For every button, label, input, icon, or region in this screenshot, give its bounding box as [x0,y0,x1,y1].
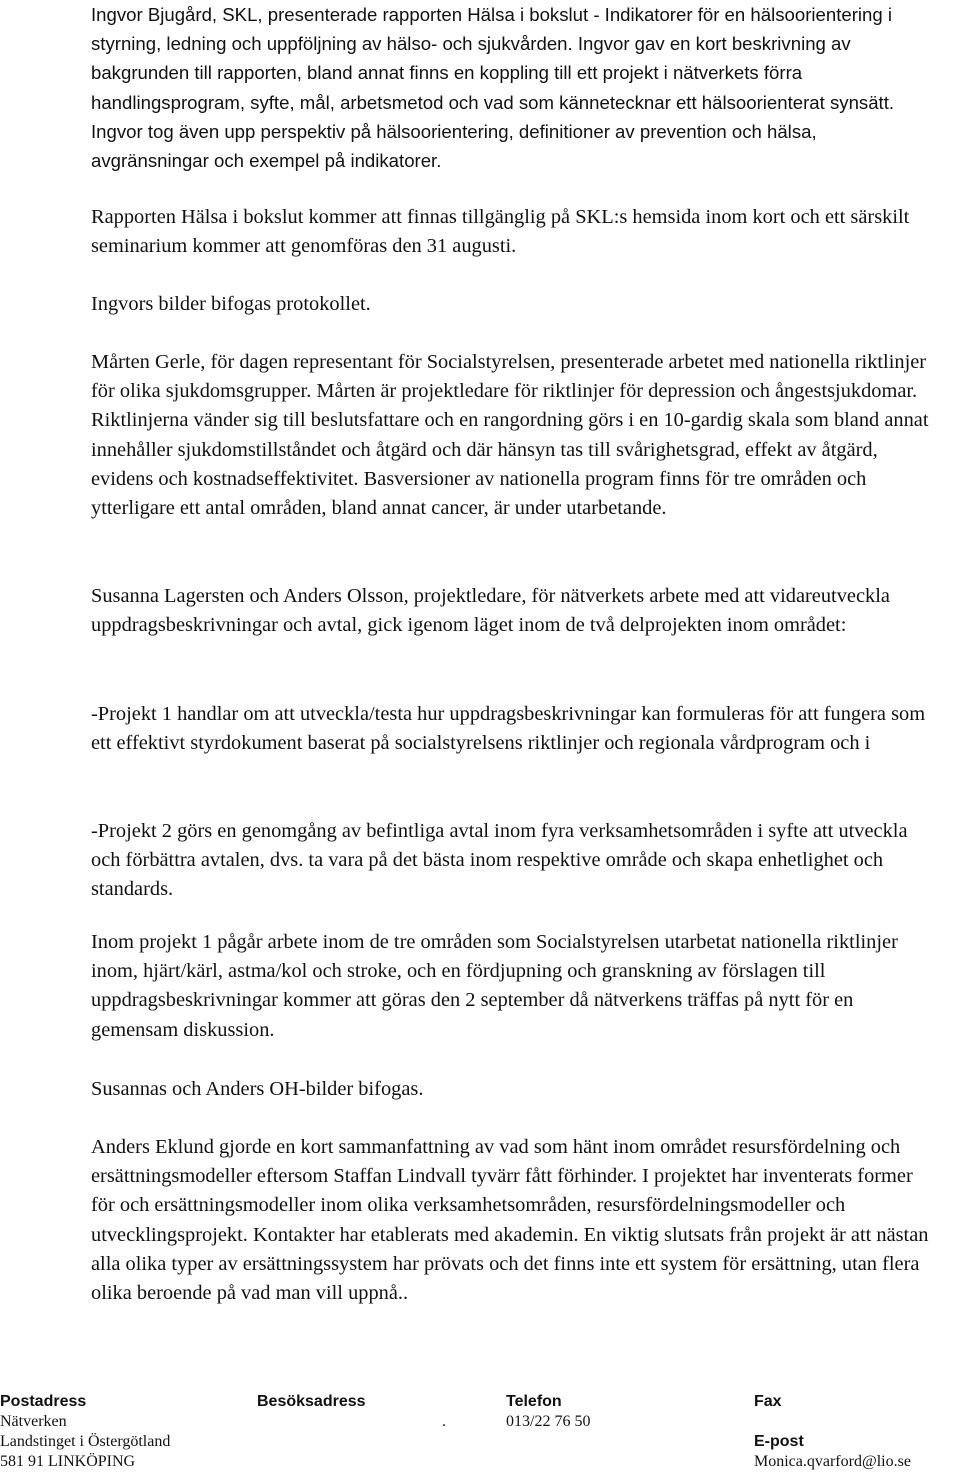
paragraph-attachments-ingvor [91,290,936,319]
paragraph-text: Ingvor Bjugård, SKL, presenterade rapporten Hälsa i bokslut - Indikatorer för en hälsoorientering i styrning, ledning och uppföljning av hälso- och sjukvården. Ingvor gav en kort beskrivning av bakgrunden till rapporten, bland annat finns en koppling till ett projekt i nätverkets förra handlingsprogram, syfte, mål, arbetsmetod och vad som kännetecknar ett hälsoorienterat synsätt. [91,4,895,113]
paragraph-projekt-2 [91,817,936,905]
paragraph-susanna-anders [91,582,936,640]
footer-line: 013/22 76 50 [506,1413,591,1430]
footer-heading: E-post [754,1433,804,1450]
footer-line: Nätverken [0,1413,67,1430]
footer-line: . [442,1413,446,1430]
paragraph-text: Mårten Gerle, för dagen representant för Socialstyrelsen, presenterade arbetet med nationella riktlinjer för olika sjukdomsgrupper. Mårten är projektledare för riktlinjer för depression och ångestsjukdomar. Riktlinjerna vänder sig till beslutsfattare och en rangordning görs i en 10-gardig skala som bland annat innehåller sjukdomstillståndet och åtgärd och där hänsyn tas till svårighetsgrad, effekt av åtgärd, evidens och kostnadseffektivitet. Basversioner av nationella program finns för tre områden och ytterligare ett antal områden, bland annat cancer, är under utarbetande. [91,351,929,520]
footer-postadress [0,1392,170,1472]
footer-heading: Besöksadress [257,1393,366,1410]
paragraph-anders-eklund [91,1133,936,1308]
paragraph-text: Rapporten Hälsa i bokslut kommer att finnas tillgänglig på SKL:s hemsida inom kort och ett särskilt seminarium kommer att genomföras den 31 augusti. [91,206,910,258]
email-link[interactable]: Monica.qvarford@lio.se [754,1453,911,1470]
paragraph-projekt-1 [91,700,936,758]
footer-line: Landstinget i Östergötland [0,1433,171,1450]
paragraph-marten-gerle [91,348,936,523]
paragraph-attachments-susanna-anders [91,1075,936,1104]
paragraph-report-availability [91,203,936,261]
paragraph-projekt-1-status [91,928,936,1045]
footer-telefon [506,1392,590,1432]
paragraph-text: Susannas och Anders OH-bilder bifogas. [91,1078,424,1100]
paragraph-text: -Projekt 2 görs en genomgång av befintliga avtal inom fyra verksamhetsområden i syfte att utveckla och förbättra avtalen, dvs. ta vara på det bästa inom respektive område och skapa enhetlighet och standards. [91,820,908,901]
footer-line: 581 91 LINKÖPING [0,1453,136,1470]
footer-besoksadress [257,1392,446,1432]
footer-fax-epost [754,1392,911,1472]
paragraph-hsb-report [91,0,936,175]
footer-heading: Postadress [0,1393,87,1410]
paragraph-text: Ingvor tog även upp perspektiv på hälsoorientering, definitioner av prevention och hälsa, avgränsningar och exempel på indikatorer. [91,120,817,172]
paragraph-text: -Projekt 1 handlar om att utveckla/testa hur uppdragsbeskrivningar kan formuleras för att fungera som ett effektivt styrdokument baserat på socialstyrelsens riktlinjer och regionala vårdprogram och i [91,703,926,755]
paragraph-text: Ingvors bilder bifogas protokollet. [91,293,371,315]
page-footer [0,1392,960,1473]
paragraph-text: Anders Eklund gjorde en kort sammanfattning av vad som hänt inom området resursfördelning och ersättningsmodeller eftersom Staffan Lindvall tyvärr fått förhinder. I projektet har inventerats former för och ersättningsmodeller inom olika verksamhetsområden, resursfördelningsmodeller och utvecklingsprojekt. Kontakter har etablerats med akademin. En viktig slutsats från projekt är att nästan alla olika typer av ersättningssystem har prövats och det finns inte ett system för ersättning, utan flera olika beroende på vad man vill uppnå.. [91,1136,929,1305]
paragraph-text: Inom projekt 1 pågår arbete inom de tre områden som Socialstyrelsen utarbetat nationella riktlinjer inom, hjärt/kärl, astma/kol och stroke, och en fördjupning och granskning av förslagen till uppdragsbeskrivningar kommer att göras den 2 september då nätverkens träffas på nytt för en gemensam diskussion. [91,931,898,1041]
footer-heading: Telefon [506,1393,562,1410]
footer-heading: Fax [754,1393,782,1410]
paragraph-text: Susanna Lagersten och Anders Olsson, projektledare, för nätverkets arbete med att vidareutveckla uppdragsbeskrivningar och avtal, gick igenom läget inom de två delprojekten inom området: [91,585,890,637]
